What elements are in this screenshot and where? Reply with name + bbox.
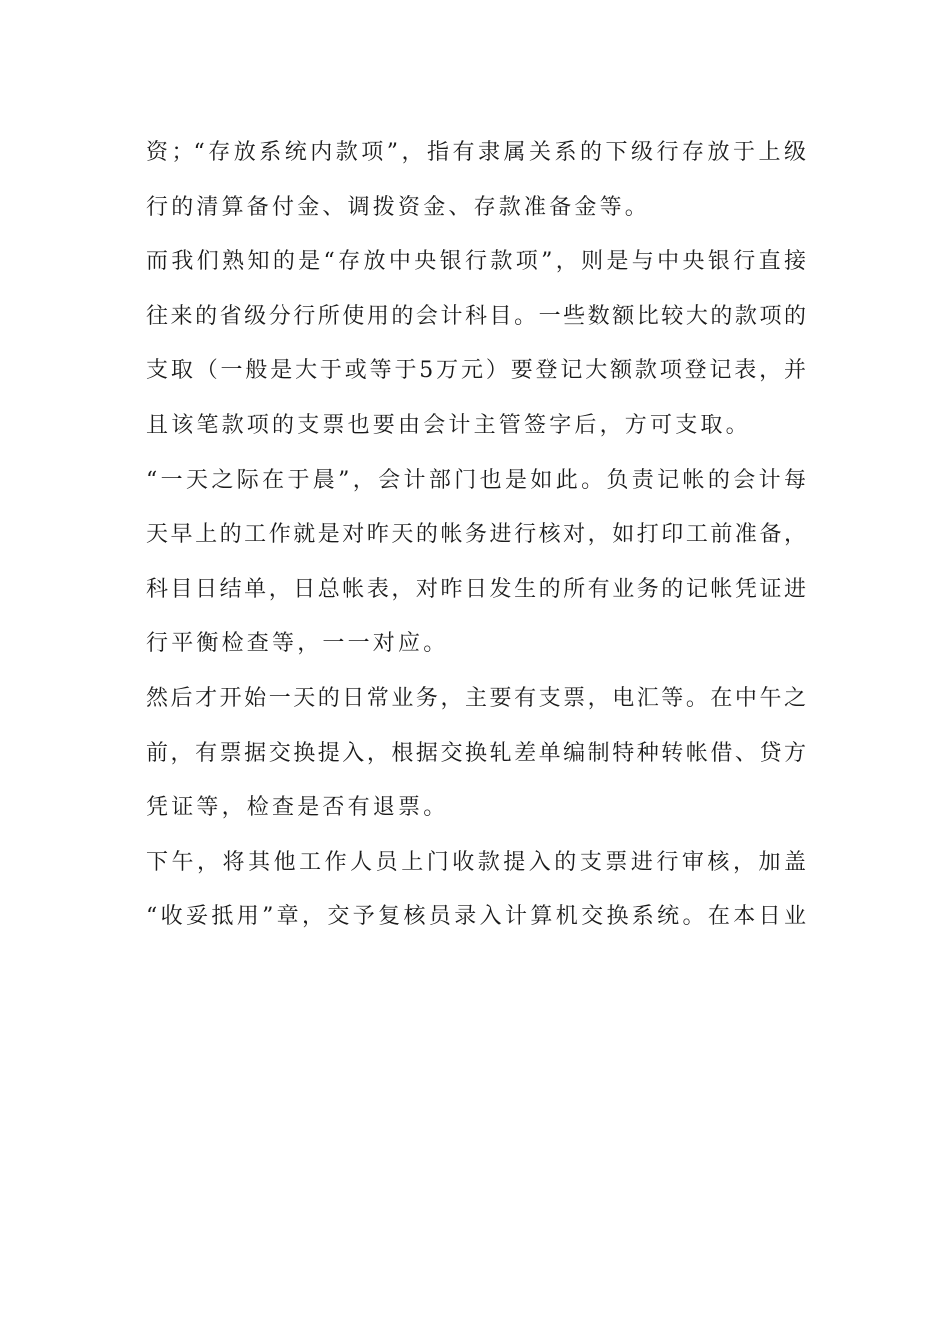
text-line: 且该笔款项的支票也要由会计主管签字后，方可支取。 bbox=[146, 412, 751, 438]
text-line: 凭证等，检查是否有退票。 bbox=[146, 795, 449, 821]
text-line: “收妥抵用”章，交予复核员录入计算机交换系统。在本日业 bbox=[146, 904, 806, 930]
text-line: 行平衡检查等，一一对应。 bbox=[146, 631, 449, 657]
body-text bbox=[146, 131, 806, 950]
text-line: 前，有票据交换提入，根据交换轧差单编制特种转帐借、贷方 bbox=[146, 740, 806, 766]
text-line: 行的清算备付金、调拨资金、存款准备金等。 bbox=[146, 194, 651, 220]
text-line: 天早上的工作就是对昨天的帐务进行核对，如打印工前准备， bbox=[146, 522, 806, 548]
text-line: 下午，将其他工作人员上门收款提入的支票进行审核，加盖 bbox=[146, 849, 806, 875]
text-line: 资；“存放系统内款项”，指有隶属关系的下级行存放于上级 bbox=[146, 140, 806, 165]
text-line: 往来的省级分行所使用的会计科目。一些数额比较大的款项的 bbox=[146, 303, 806, 329]
text-line: 支取（一般是大于或等于5万元）要登记大额款项登记表，并 bbox=[146, 358, 806, 384]
text-line: “一天之际在于晨”，会计部门也是如此。负责记帐的会计每 bbox=[146, 467, 806, 493]
text-line: 而我们熟知的是“存放中央银行款项”，则是与中央银行直接 bbox=[146, 249, 806, 275]
text-line: 然后才开始一天的日常业务，主要有支票，电汇等。在中午之 bbox=[146, 685, 806, 711]
text-line: 科目日结单，日总帐表，对昨日发生的所有业务的记帐凭证进 bbox=[146, 576, 806, 602]
